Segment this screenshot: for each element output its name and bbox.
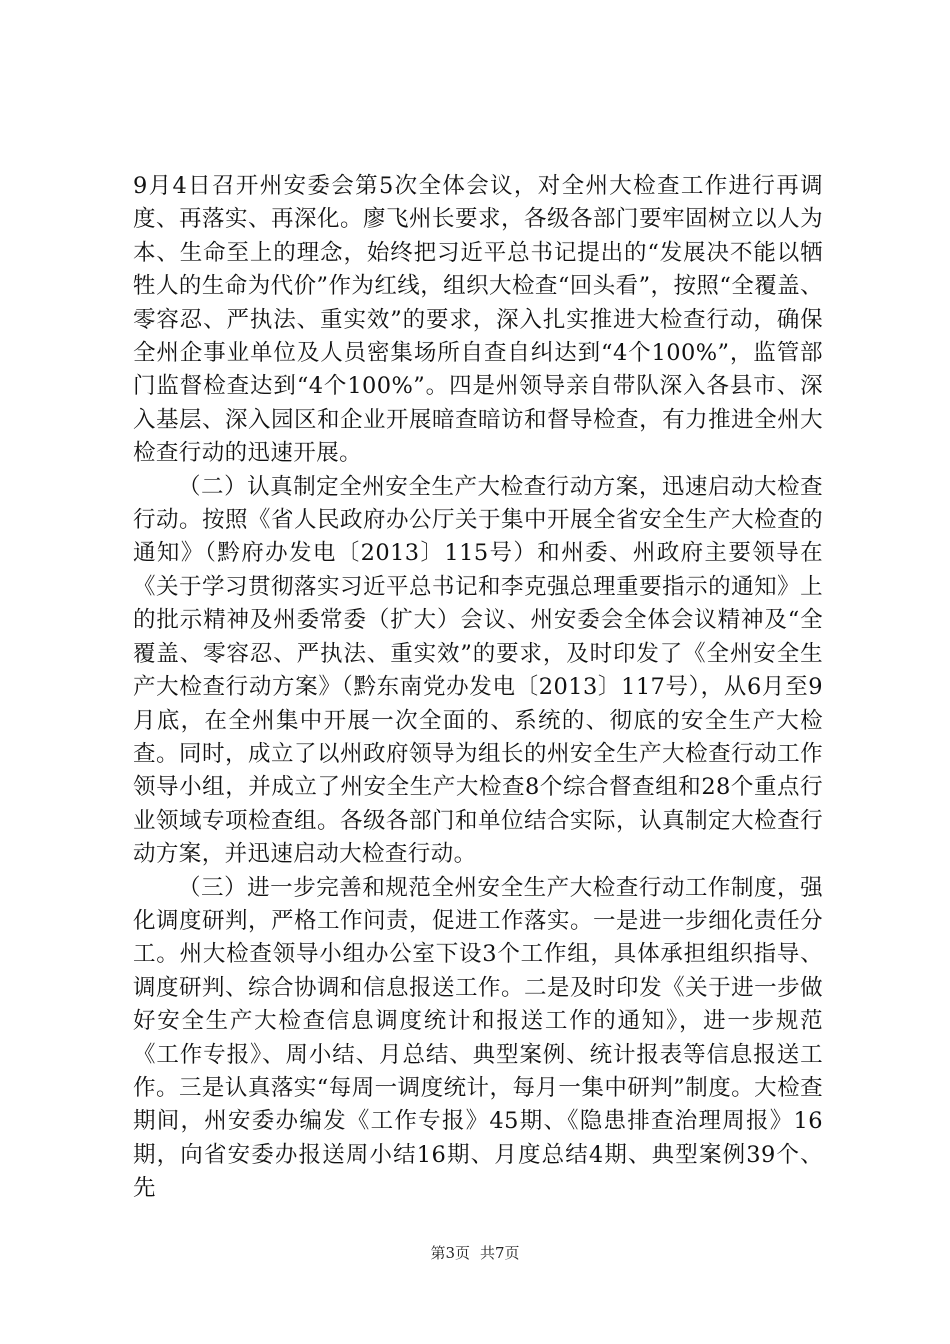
page-footer — [0, 1243, 950, 1263]
page-number: 第3页 — [430, 1244, 470, 1262]
paragraph-1: 9月4日召开州安委会第5次全体会议，对全州大检查工作进行再调度、再落实、再深化。廖飞州长要求，各级各部门要牢固树立以人为本、生命至上的理念，始终把习近平总书记提出的“发展决不能以牺牲人的生命为代价”作为红线，组织大检查“回头看”，按照“全覆盖、零容忍、严执法、重实效”的要求，深入扎实推进大检查行动，确保全州企事业单位及人员密集场所自查自纠达到“4个100%”，监管部门监督检查达到“4个100%”。四是州领导亲自带队深入各县市、深入基层、深入园区和企业开展暗查暗访和督导检查，有力推进全州大检查行动的迅速开展。 — [133, 173, 823, 467]
page-total: 共7页 — [480, 1244, 520, 1262]
document-body — [133, 170, 823, 1206]
paragraph-3: （三）进一步完善和规范全州安全生产大检查行动工作制度，强化调度研判，严格工作问责，促进工作落实。一是进一步细化责任分工。州大检查领导小组办公室下设3个工作组，具体承担组织指导、调度研判、综合协调和信息报送工作。二是及时印发《关于进一步做好安全生产大检查信息调度统计和报送工作的通知》，进一步规范《工作专报》、周小结、月总结、典型案例、统计报表等信息报送工作。三是认真落实“每周一调度统计，每月一集中研判”制度。大检查期间，州安委办编发《工作专报》45期、《隐患排查治理周报》16期，向省安委办报送周小结16期、月度总结4期、典型案例39个、先 — [133, 874, 823, 1202]
paragraph-2: （二）认真制定全州安全生产大检查行动方案，迅速启动大检查行动。按照《省人民政府办公厅关于集中开展全省安全生产大检查的通知》（黔府办发电〔2013〕115号）和州委、州政府主要领导在《关于学习贯彻落实习近平总书记和李克强总理重要指示的通知》上的批示精神及州委常委（扩大）会议、州安委会全体会议精神及“全覆盖、零容忍、严执法、重实效”的要求，及时印发了《全州安全生产大检查行动方案》（黔东南党办发电〔2013〕117号），从6月至9月底，在全州集中开展一次全面的、系统的、彻底的安全生产大检查。同时，成立了以州政府领导为组长的州安全生产大检查行动工作领导小组，并成立了州安全生产大检查8个综合督查组和28个重点行业领域专项检查组。各级各部门和单位结合实际，认真制定大检查行动方案，并迅速启动大检查行动。 — [133, 473, 823, 868]
